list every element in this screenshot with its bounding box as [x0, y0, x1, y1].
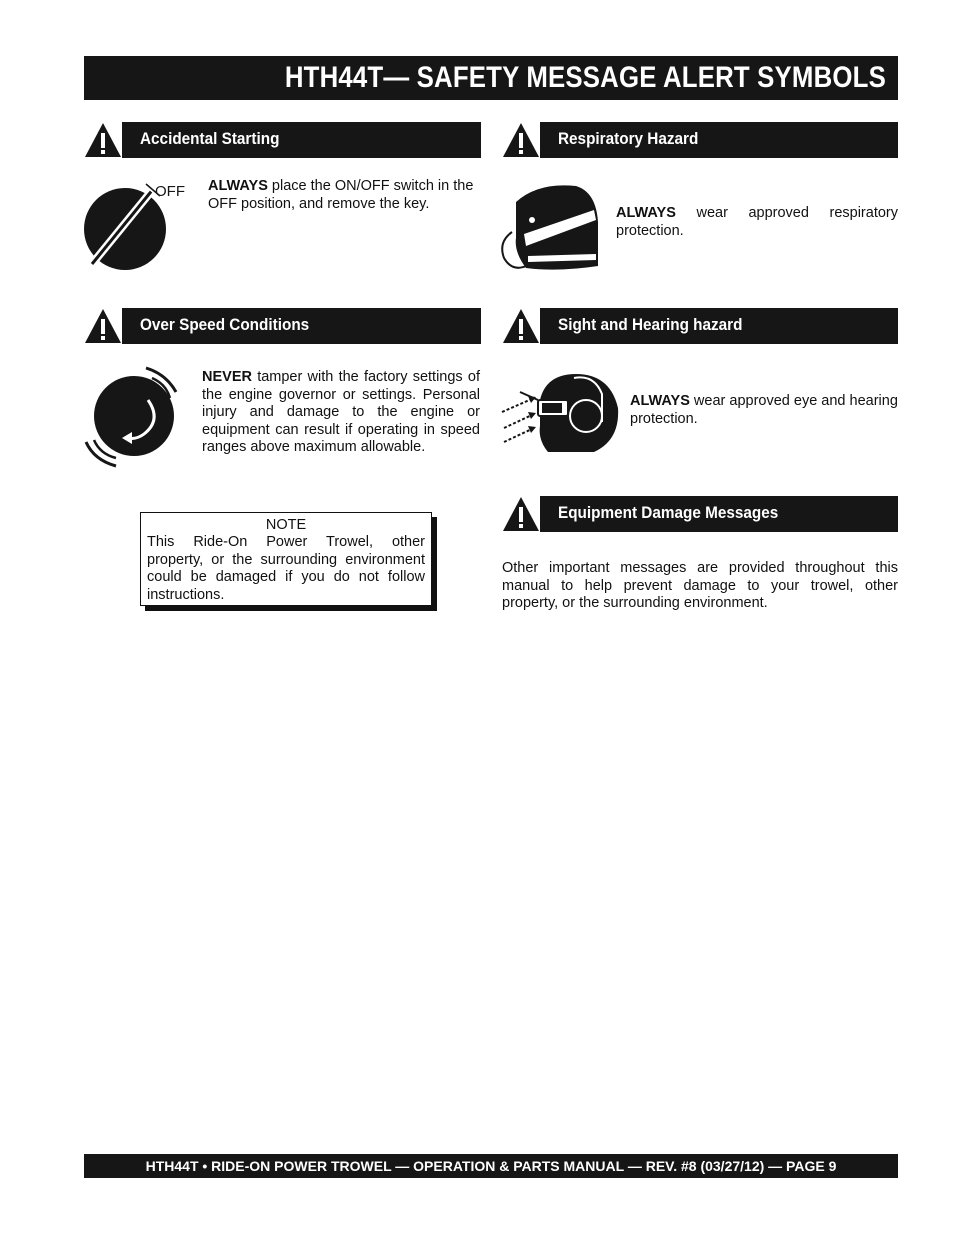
sight-body: wear approved eye and hearing protection. [630, 393, 898, 427]
section-heading: Sight and Hearing hazard [558, 315, 743, 334]
over-speed-text [202, 369, 480, 457]
section-header-sight-hearing [502, 308, 898, 344]
over-speed-lead: NEVER [202, 369, 252, 385]
note-box [140, 512, 432, 606]
equipment-damage-text: Other important messages are provided throughout this manual to help prevent damage to your trowel, other property, or the surrounding environment. [502, 560, 898, 611]
respiratory-body: wear approved respiratory protection. [616, 205, 898, 239]
page-title: HTH44T— SAFETY MESSAGE ALERT SYMBOLS [284, 61, 886, 94]
off-label: OFF [155, 183, 185, 200]
respiratory-lead: ALWAYS [616, 205, 676, 221]
page-title-bar [84, 56, 898, 100]
respiratory-hazard-text [616, 205, 898, 240]
sight-lead: ALWAYS [630, 393, 690, 409]
page-footer [84, 1154, 898, 1178]
over-speed-body: tamper with the factory settings of the engine governor or settings. Personal injury and damage to the engine or equipment can result if operating in speed ranges above maximum allowable. [202, 369, 480, 455]
accidental-lead: ALWAYS [208, 178, 268, 194]
warning-triangle-icon [84, 122, 122, 158]
warning-triangle-icon [502, 496, 540, 532]
section-header-equipment-damage [502, 496, 898, 532]
note-text: This Ride-On Power Trowel, other property, or the surrounding environment could be damaged if you do not follow instructions. [147, 534, 425, 603]
section-header-accidental-starting [84, 122, 481, 158]
respirator-mask-icon [498, 182, 602, 272]
accidental-body: place the ON/OFF switch in the OFF position, and remove the key. [208, 178, 474, 212]
over-speed-gauge-icon [82, 362, 182, 468]
warning-triangle-icon [84, 308, 122, 344]
section-header-over-speed [84, 308, 481, 344]
note-heading: NOTE [265, 517, 307, 533]
eye-ear-protection-icon [498, 370, 622, 456]
accidental-starting-text [208, 178, 480, 213]
key-switch-off-icon [82, 180, 194, 272]
section-heading: Equipment Damage Messages [558, 503, 779, 522]
section-heading: Accidental Starting [140, 129, 280, 148]
section-header-respiratory-hazard [502, 122, 898, 158]
footer-text: HTH44T • RIDE-ON POWER TROWEL — OPERATION & PARTS MANUAL — REV. #8 (03/27/12) — PAGE 9 [145, 1158, 837, 1174]
section-heading: Respiratory Hazard [558, 129, 699, 148]
sight-hearing-text [630, 393, 898, 428]
warning-triangle-icon [502, 122, 540, 158]
warning-triangle-icon [502, 308, 540, 344]
section-heading: Over Speed Conditions [140, 315, 310, 334]
